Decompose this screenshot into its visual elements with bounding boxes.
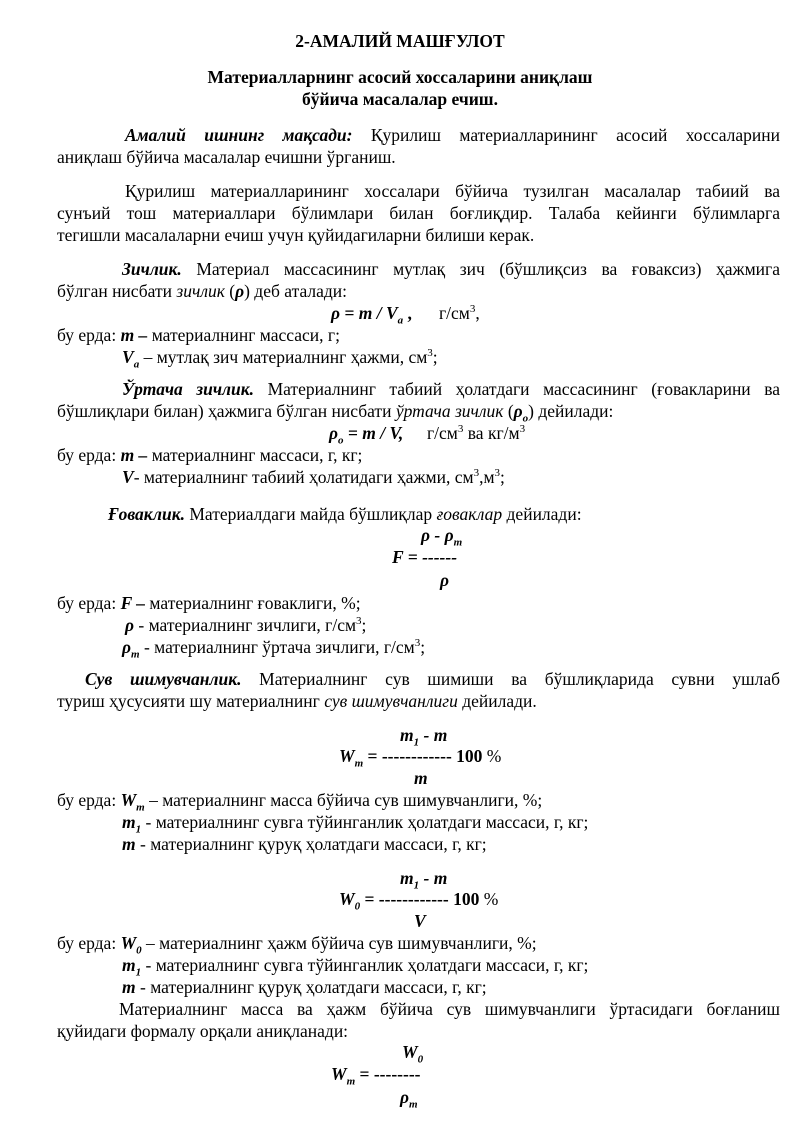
formula2-w: W (339, 889, 355, 909)
density-line-1 (57, 258, 780, 280)
density-formula-lhs: ρ = m / V (331, 303, 398, 323)
density-unit-sup: 3 (469, 303, 476, 316)
porosity-f-symbol: F – (120, 593, 146, 613)
water-abs-label: Сув шимувчанлик. (85, 669, 242, 689)
density-v-end: ; (432, 347, 438, 367)
avg-density-v-symbol: V (122, 467, 134, 487)
water-abs-mb-desc: - материалнинг қуруқ ҳолатдаги массаси, г, кг; (135, 977, 487, 997)
avg-density-formula-sub: о (338, 434, 344, 447)
density-line-2 (57, 280, 347, 302)
density-text-2a: бўлган нисбати (57, 281, 177, 301)
formula3-numerator (402, 1041, 424, 1066)
density-formula-sub: а (397, 314, 404, 327)
porosity-term: ғоваклар (436, 504, 503, 524)
intro-line-3: тегишли масалаларни ечиш учун қуйидагиларни билиши керак. (57, 225, 535, 245)
avg-density-line-2 (57, 400, 614, 425)
water-abs-line-1 (57, 668, 780, 690)
density-label: Зичлик. (122, 259, 182, 279)
relation-line-1: Материалнинг масса ва ҳажм бўйича сув шимувчанлиги ўртасидаги боғланиш (119, 999, 780, 1019)
formula1-denominator: m (414, 768, 428, 788)
formula2-hundred: 100 (453, 889, 480, 909)
water-abs-w-symbol: W (120, 790, 137, 810)
intro-line-1: Қурилиш материалларининг хоссалари бўйича тузилган масалалар табиий ва (125, 181, 780, 201)
density-where-m (57, 324, 340, 346)
formula2-num-m: m (400, 868, 414, 888)
avg-density-line-1 (57, 378, 780, 400)
formula1-hundred: 100 (456, 746, 483, 766)
water-abs-text-1: Материалнинг сув шимиши ва бўшлиқларида сувни ушлаб (241, 669, 780, 689)
porosity-numerator (421, 524, 463, 549)
density-text-2c: ) деб аталади: (244, 281, 347, 301)
water-abs-where-w0 (57, 932, 537, 957)
formula2-num-sub: 1 (413, 879, 420, 892)
formula2-denominator: V (414, 911, 426, 931)
formula1-num-rest: - m (419, 725, 448, 745)
density-unit (439, 302, 480, 324)
formula3-den-sub: m (409, 1098, 418, 1111)
avg-density-m-symbol: m – (120, 445, 148, 465)
formula3-num-w: W (402, 1042, 418, 1062)
porosity-rho-desc: - материалнинг зичлиги, г/см (134, 615, 357, 635)
avg-density-unit-2: ва кг/м (463, 423, 520, 443)
density-term: зичлик (176, 281, 225, 301)
water-abs-text-2a: туриш ҳусусияти шу материалнинг (57, 691, 325, 711)
water-abs-m1b-sub: 1 (135, 966, 142, 979)
formula1-numerator (400, 724, 448, 749)
porosity-num-text: ρ - ρ (421, 525, 454, 545)
porosity-rho-symbol: ρ (125, 615, 135, 635)
where-label: бу ерда: (57, 325, 121, 345)
water-abs-w0-sub: 0 (136, 944, 142, 957)
formula2-lhs (339, 888, 499, 913)
avg-density-unit-1-sup: 3 (457, 423, 464, 436)
water-abs-where-w (57, 789, 543, 814)
porosity-where-rho (125, 614, 366, 636)
formula1-w-sub: m (354, 757, 364, 770)
avg-density-formula-rho: ρ (329, 423, 339, 443)
density-m-desc: материалнинг массаси, г; (147, 325, 340, 345)
water-abs-w0-desc: – материалнинг ҳажм бўйича сув шимувчанлиги, %; (141, 933, 537, 953)
water-abs-m1b-symbol: m (122, 955, 136, 975)
water-abs-m1b-desc: - материалнинг сувга тўйинганлик ҳолатдаги массаси, г, кг; (141, 955, 589, 975)
density-text-1: Материал массасининг мутлақ зич (бўшлиқсиз ва ғоваксиз) ҳажмига (196, 259, 780, 279)
density-where-v (122, 346, 438, 371)
water-abs-mb-symbol: m (122, 977, 136, 997)
porosity-rho-sup: 3 (356, 615, 362, 628)
density-v-sub: а (133, 358, 140, 371)
porosity-rho-end: ; (361, 615, 367, 635)
water-abs-m1-sub: 1 (135, 823, 142, 836)
avg-density-formula-rest: = m / V, (343, 423, 404, 443)
porosity-label: Ғоваклик. (108, 504, 185, 524)
formula3-lhs (331, 1063, 421, 1088)
water-abs-m1-desc: - материалнинг сувга тўйинганлик ҳолатдаги массаси, г, кг; (141, 812, 589, 832)
porosity-line-1 (108, 503, 582, 525)
avg-density-text-1: Материалнинг табиий ҳолатдаги массасининг (ғовакларини ва (267, 379, 781, 399)
porosity-text-1a: Материалдаги майда бўшлиқлар (184, 504, 437, 524)
avg-density-m-desc: материалнинг массаси, г, кг; (147, 445, 363, 465)
avg-density-v-sup-1: 3 (473, 467, 480, 480)
subtitle-line-1: Материалларнинг асосий хоссаларини аниқлаш (207, 67, 593, 87)
avg-density-symbol-sub: о (522, 412, 529, 425)
avg-density-text-2a: бўшлиқлари билан) ҳажмига бўлган нисбати (57, 401, 396, 421)
avg-density-unit (427, 422, 525, 444)
formula1-pct: % (482, 746, 502, 766)
porosity-rhom-end: ; (420, 637, 426, 657)
avg-density-term: ўртача зичлик (395, 401, 504, 421)
water-abs-line-2 (57, 690, 537, 712)
formula2-numerator (400, 867, 448, 892)
formula3-den-rho: ρ (400, 1087, 410, 1107)
where-label: бу ерда: (57, 933, 121, 953)
formula3-denominator (400, 1086, 418, 1111)
density-formula-tail: , (403, 303, 412, 323)
formula3-w-sub: m (346, 1075, 356, 1088)
avg-density-unit-2-sup: 3 (519, 423, 526, 436)
aim-line-2: аниқлаш бўйича масалалар ечишни ўрганиш. (57, 147, 396, 167)
formula3-w: W (331, 1064, 347, 1084)
avg-density-v-sup-2: 3 (494, 467, 501, 480)
water-abs-w0-symbol: W (120, 933, 137, 953)
porosity-where-rhom (122, 636, 426, 661)
where-label: бу ерда: (57, 790, 121, 810)
avg-density-unit-1: г/см (427, 423, 458, 443)
water-abs-where-m (122, 833, 487, 855)
formula2-pct: % (479, 889, 499, 909)
formula1-eq: = ------------ (363, 746, 457, 766)
density-v-sup: 3 (427, 347, 433, 360)
porosity-rhom-sup: 3 (414, 637, 421, 650)
water-abs-m1-symbol: m (122, 812, 136, 832)
formula1-w: W (339, 746, 355, 766)
porosity-lhs (392, 546, 457, 568)
density-text-2b: ( (224, 281, 236, 301)
formula1-num-sub: 1 (413, 736, 420, 749)
water-abs-w-sub: m (136, 801, 145, 814)
avg-density-symbol: ρ (513, 401, 523, 421)
density-m-symbol: m – (120, 325, 148, 345)
avg-density-v-desc: - материалнинг табиий ҳолатидаги ҳажми, см (133, 467, 474, 487)
formula1-num-m: m (400, 725, 414, 745)
formula3-eq: = -------- (355, 1064, 421, 1084)
water-abs-where-m1b (122, 954, 589, 979)
density-v-symbol: V (122, 347, 134, 367)
porosity-rhom-desc: - материалнинг ўртача зичлиги, г/см (139, 637, 415, 657)
porosity-num-sub: m (453, 536, 463, 549)
subtitle-line-2: бўйича масалалар ечиш. (302, 89, 498, 109)
relation-line-2: қуйидаги формалу орқали аниқланади: (57, 1021, 349, 1041)
avg-density-v-end: ; (500, 467, 505, 487)
porosity-where-f (57, 592, 361, 614)
aim-label: Амалий ишнинг мақсади: (125, 125, 353, 145)
water-abs-m-desc: - материалнинг қуруқ ҳолатдаги массаси, г, кг; (135, 834, 487, 854)
formula2-num-rest: - m (419, 868, 448, 888)
avg-density-where-m (57, 444, 362, 466)
density-symbol: ρ (235, 281, 245, 301)
aim-text-1: Қурилиш материалларининг асосий хоссаларини (370, 125, 780, 145)
page-title: 2-АМАЛИЙ МАШҒУЛОТ (295, 31, 505, 51)
porosity-text-1b: дейилади: (502, 504, 582, 524)
density-v-desc: – мутлақ зич материалнинг ҳажми, см (139, 347, 428, 367)
avg-density-label: Ўртача зичлик. (122, 379, 255, 399)
where-label: бу ерда: (57, 593, 121, 613)
formula1-lhs (339, 745, 502, 770)
density-unit-end: , (475, 303, 480, 323)
porosity-f-desc: материалнинг ғоваклиги, %; (145, 593, 361, 613)
aim-line-1 (57, 124, 780, 146)
avg-density-formula (329, 422, 404, 447)
formula2-w-sub: 0 (354, 900, 361, 913)
water-abs-text-2b: дейилади. (457, 691, 537, 711)
water-abs-m-symbol: m (122, 834, 136, 854)
water-abs-w-desc: – материалнинг масса бўйича сув шимувчанлиги, %; (144, 790, 543, 810)
porosity-lhs-text: F = ------ (392, 547, 458, 567)
density-formula (331, 302, 412, 327)
avg-density-v-mid: ,м (479, 467, 495, 487)
porosity-rhom-symbol: ρ (122, 637, 132, 657)
avg-density-text-2c: ) дейилади: (528, 401, 614, 421)
density-unit-text: г/см (439, 303, 470, 323)
where-label: бу ерда: (57, 445, 121, 465)
water-abs-where-mb (122, 976, 487, 998)
intro-line-2: сунъий тош материаллари бўлимлари билан боғлиқдир. Талаба кейинги бўлимларга (57, 203, 780, 223)
porosity-rhom-sub: m (131, 648, 140, 661)
water-abs-term: сув шимувчанлиги (324, 691, 458, 711)
porosity-denominator: ρ (440, 570, 450, 590)
formula3-num-sub: 0 (417, 1053, 424, 1066)
avg-density-where-v (122, 466, 505, 488)
water-abs-where-m1 (122, 811, 589, 836)
avg-density-text-2b: ( (503, 401, 514, 421)
formula2-eq: = ------------ (360, 889, 454, 909)
